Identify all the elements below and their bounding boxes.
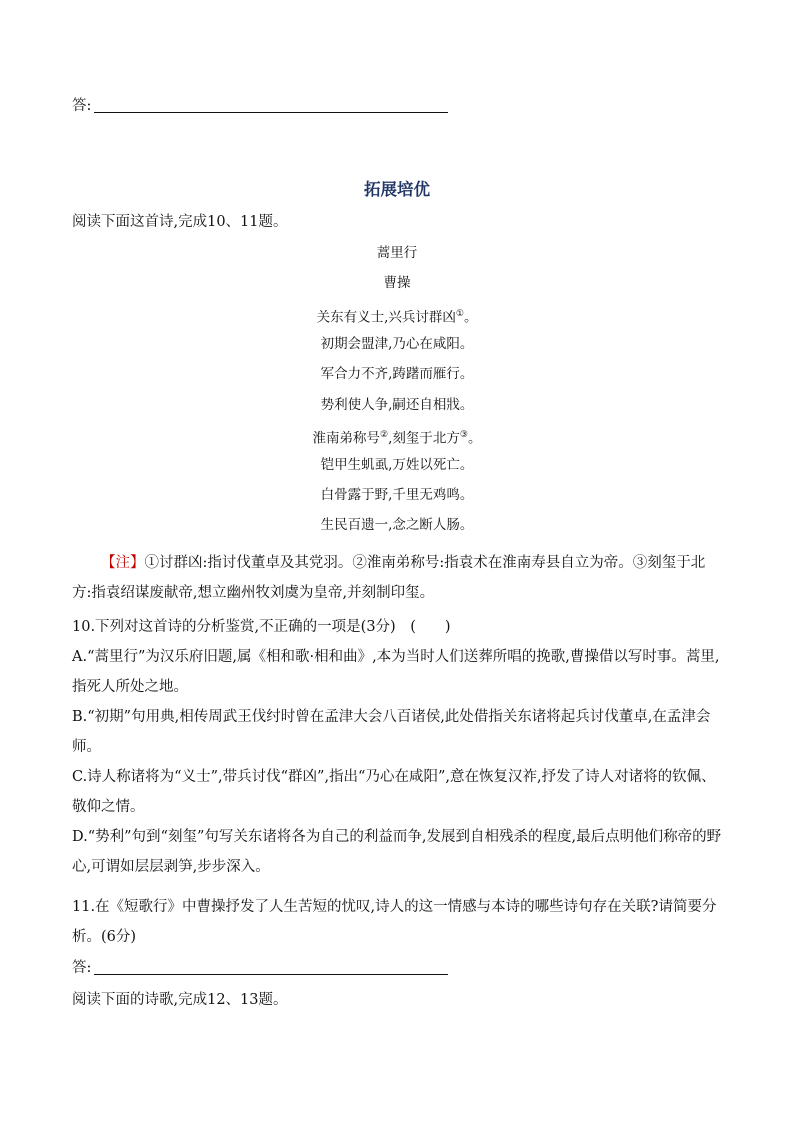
poem-line: 军合力不齐,踌躇而雁行。: [320, 366, 474, 383]
question-10-option-b[interactable]: B.“初期”句用典,相传周武王伐纣时曾在孟津大会八百诸侯,此处借指关东诸将起兵讨伐董卓,在孟津会师。: [72, 709, 711, 755]
answer-line[interactable]: [94, 112, 448, 113]
section-title: 拓展培优: [364, 180, 430, 199]
note-text: ①讨群凶:指讨伐董卓及其党羽。②淮南弟称号:指袁术在淮南寿县自立为帝。③刻玺于北方:指袁绍谋废献帝,想立幽州牧刘虞为皇帝,并刻制印玺。: [72, 555, 706, 601]
question-10-option-d[interactable]: D.“势利”句到“刻玺”句写关东诸将各为自己的利益而争,发展到自相残杀的程度,最后点明他们称帝的野心,可谓如层层剥笋,步步深入。: [72, 829, 722, 875]
poem-line: 生民百遗一,念之断人肠。: [320, 517, 474, 534]
poem-line: 淮南弟称号②,刻玺于北方③。: [312, 429, 482, 447]
question-10-option-a[interactable]: A.“蒿里行”为汉乐府旧题,属《相和歌·相和曲》,本为当时人们送葬所唱的挽歌,曹操借以写时事。蒿里,指死人所处之地。: [72, 649, 720, 695]
answer-line[interactable]: [94, 974, 448, 975]
answer-label: 答:: [72, 98, 92, 114]
poem-note: [72, 548, 724, 608]
poem-title: 蒿里行: [376, 245, 418, 261]
answer-label: 答:: [72, 960, 92, 976]
question-10-stem: 10.下列对这首诗的分析鉴赏,不正确的一项是(3分) ( ): [72, 619, 451, 635]
poem-line: 初期会盟津,乃心在咸阳。: [320, 336, 474, 353]
poem-line: 关东有义士,兴兵讨群凶①。: [316, 309, 478, 326]
question-10-option-c[interactable]: C.诗人称诸将为“义士”,带兵讨伐“群凶”,指出“乃心在咸阳”,意在恢复汉祚,抒发了诗人对诸将的钦佩、敬仰之情。: [72, 769, 716, 815]
poem-line: 白骨露于野,千里无鸡鸣。: [320, 487, 474, 504]
poem-line: 铠甲生虮虱,万姓以死亡。: [320, 457, 474, 473]
instruction-text: 阅读下面的诗歌,完成12、13题。: [72, 992, 288, 1008]
poem-line: 势利使人争,嗣还自相戕。: [320, 396, 474, 413]
note-tag: 【注】: [101, 555, 145, 571]
poem-author: 曹操: [383, 275, 411, 291]
instruction-text: 阅读下面这首诗,完成10、11题。: [72, 214, 288, 230]
question-11-stem: 11.在《短歌行》中曹操抒发了人生苦短的忧叹,诗人的这一情感与本诗的哪些诗句存在关联?请简要分析。(6分): [72, 899, 717, 945]
